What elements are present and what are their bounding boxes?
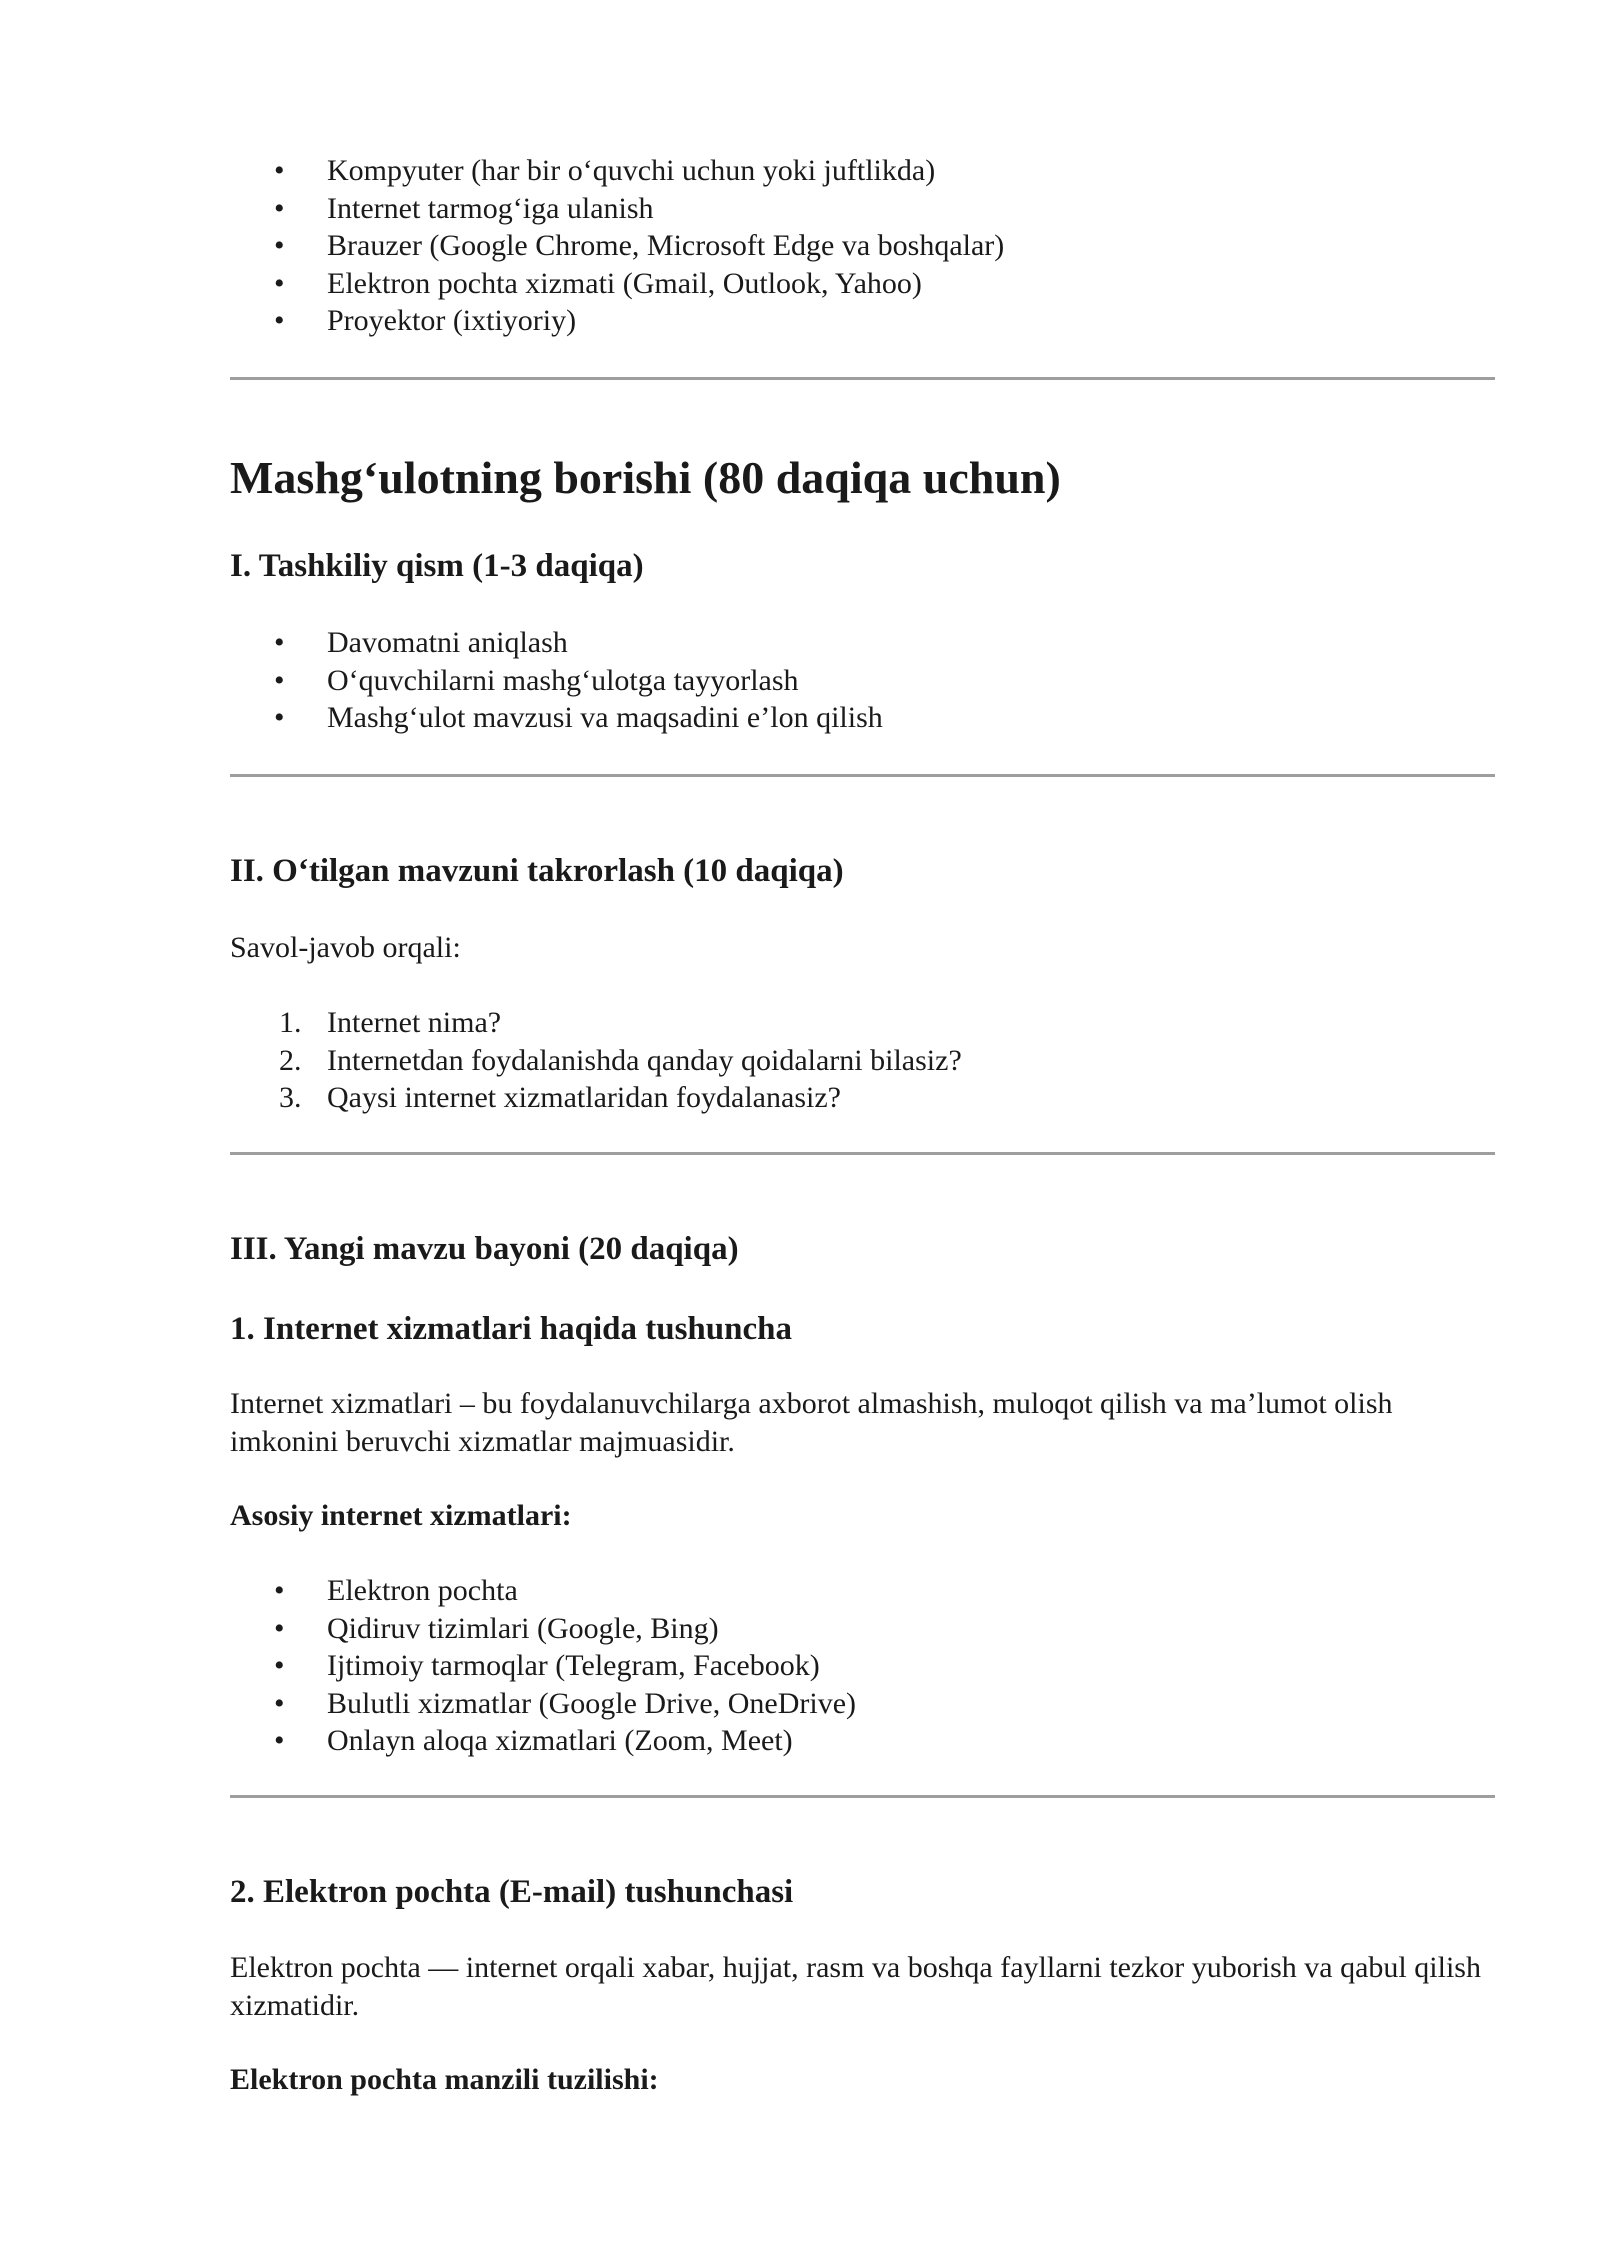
list-item: • Internet tarmog‘iga ulanish [230,190,1500,228]
list-item: • O‘quvchilarni mashg‘ulotga tayyorlash [230,662,1500,700]
list-item: • Elektron pochta xizmati (Gmail, Outlook, Yahoo) [230,265,1500,303]
services-label: Asosiy internet xizmatlari: [230,1499,572,1532]
list-item: • Kompyuter (har bir o‘quvchi uchun yoki juftlikda) [230,152,1500,190]
item-number: 3. [279,1081,302,1114]
email-paragraph: Elektron pochta — internet orqali xabar, hujjat, rasm va boshqa fayllarni tezkor yuborish va qabul qilish xizmatidir. [230,1951,1481,2022]
item-text: Internet nima? [327,1006,502,1039]
list-item: • Ijtimoiy tarmoqlar (Telegram, Facebook) [230,1647,1500,1685]
services-list [230,1572,1500,1760]
section-heading-3: III. Yangi mavzu bayoni (20 daqiqa) [230,1231,739,1267]
subsection-heading-2: 2. Elektron pochta (E-mail) tushunchasi [230,1874,794,1910]
divider [230,1152,1495,1155]
divider [230,774,1495,777]
list-item: • Onlayn aloqa xizmatlari (Zoom, Meet) [230,1722,1500,1760]
item-number: 1. [279,1006,302,1039]
list-item: • Elektron pochta [230,1572,1500,1610]
section-heading-1: I. Tashkiliy qism (1-3 daqiqa) [230,548,644,584]
list-item: • Qidiruv tizimlari (Google, Bing) [230,1610,1500,1648]
internet-services-paragraph: Internet xizmatlari – bu foydalanuvchilarga axborot almashish, muloqot qilish va ma’lumot olish imkonini beruvchi xizmatlar majmuasidir. [230,1387,1393,1458]
list-item [230,1079,1500,1117]
organizational-list [230,624,1500,737]
main-heading: Mashg‘ulotning borishi (80 daqiqa uchun) [230,452,1061,503]
divider [230,377,1495,380]
list-item: • Proyektor (ixtiyoriy) [230,302,1500,340]
equipment-list [230,152,1500,340]
item-number: 2. [279,1043,302,1077]
item-text: Internetdan foydalanishda qanday qoidalarni bilasiz? [327,1043,962,1077]
list-item [230,1042,1500,1080]
list-item [230,1004,1500,1042]
subsection-heading-1: 1. Internet xizmatlari haqida tushuncha [230,1311,792,1347]
review-questions [230,1004,1500,1117]
section-heading-2: II. O‘tilgan mavzuni takrorlash (10 daqiqa) [230,853,844,889]
list-item: • Davomatni aniqlash [230,624,1500,662]
list-item: • Brauzer (Google Chrome, Microsoft Edge va boshqalar) [230,227,1500,265]
item-text: Qaysi internet xizmatlaridan foydalanasiz? [327,1081,841,1114]
list-item: • Bulutli xizmatlar (Google Drive, OneDrive) [230,1685,1500,1723]
review-intro: Savol-javob orqali: [230,931,461,964]
list-item: • Mashg‘ulot mavzusi va maqsadini e’lon qilish [230,699,1500,737]
divider [230,1795,1495,1798]
email-address-label: Elektron pochta manzili tuzilishi: [230,2063,659,2096]
